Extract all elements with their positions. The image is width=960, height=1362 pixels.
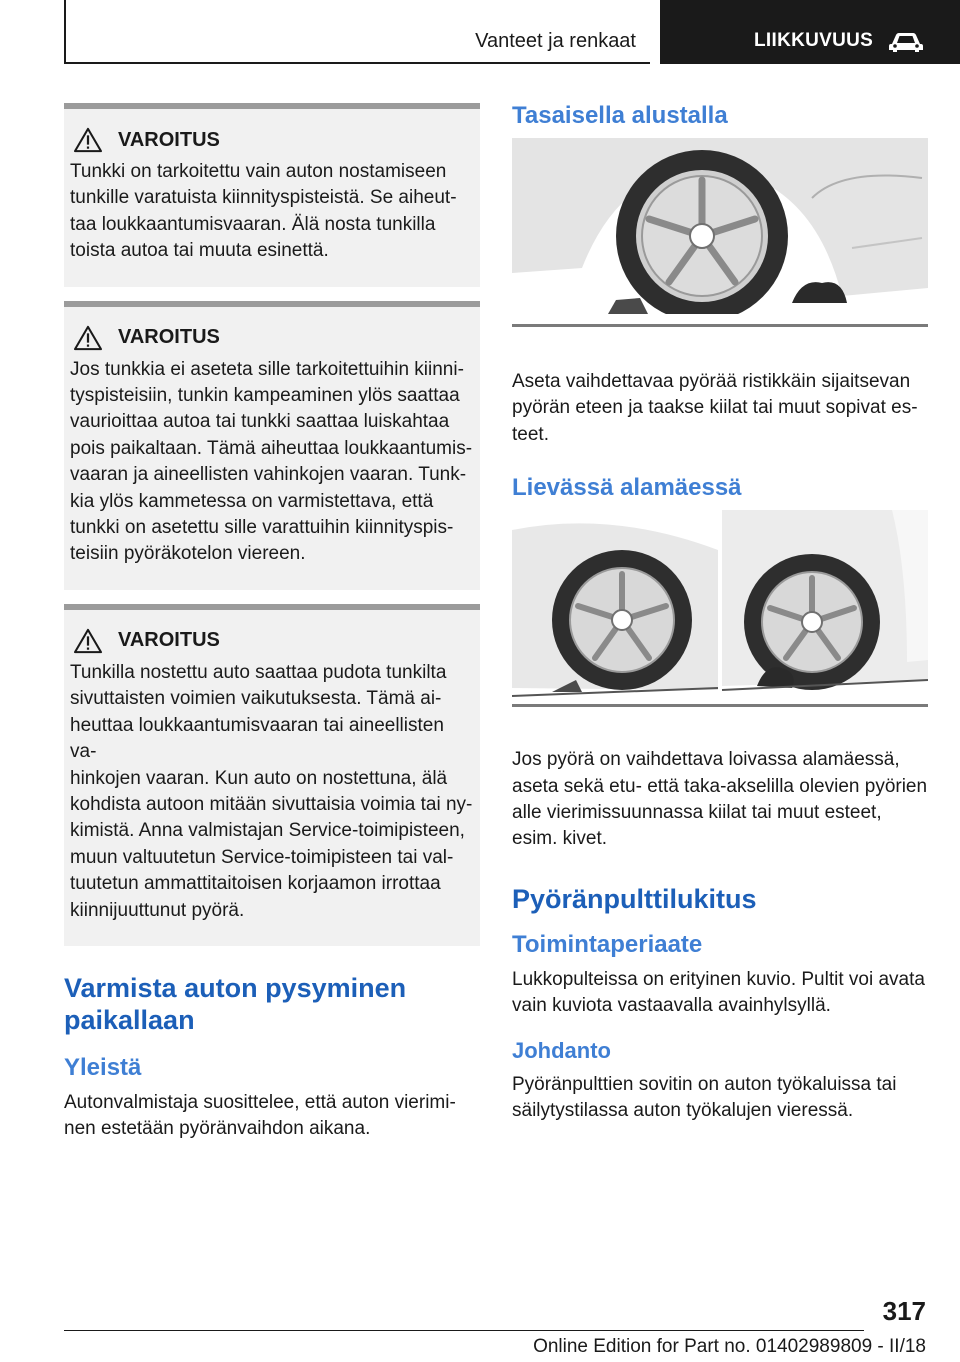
subsection-title: Yleistä xyxy=(64,1053,142,1081)
warning-line: heuttaa loukkaantumisvaaran tai aineellisten va- xyxy=(70,714,444,763)
warning-triangle-icon xyxy=(72,628,104,654)
footer-edition: Online Edition for Part no. 01402989809 - II/18 xyxy=(533,1336,926,1357)
warning-line: tyspisteisiin, tunkin kampeaminen ylös saattaa xyxy=(70,385,460,407)
body-line: Autonvalmistaja suosittelee, että auton vierimi- xyxy=(64,1091,456,1113)
warning-text xyxy=(70,357,474,568)
body-line: alle vierimissuunnassa kiilat tai muut esteet, xyxy=(512,802,882,824)
wheel-chock-slope-image xyxy=(512,510,928,704)
body-paragraph xyxy=(512,967,928,1020)
right-column xyxy=(512,100,928,1136)
section-title-line: paikallaan xyxy=(64,1004,195,1035)
subsection-title: Toimintaperiaate xyxy=(512,930,703,958)
warning-title: VAROITUS xyxy=(118,326,220,349)
warning-line: muun valtuutetun Service-toimipisteen tai val- xyxy=(70,846,454,868)
section-title: Pyöränpulttilukitus xyxy=(512,883,757,914)
warning-line: tunkki on asetettu sille varattuihin kiinnityspis- xyxy=(70,517,454,539)
header-chapter-box xyxy=(660,0,960,64)
warning-text xyxy=(70,159,474,265)
body-line: Lukkopulteissa on erityinen kuvio. Pultit voi avata xyxy=(512,968,925,990)
subsection-title: Lievässä alamäessä xyxy=(512,474,742,502)
left-column xyxy=(64,103,480,1155)
warning-line: tunkille varatuista kiinnityspisteistä. Se aiheut- xyxy=(70,187,457,209)
body-paragraph xyxy=(64,1090,480,1143)
body-line: teet. xyxy=(512,423,549,445)
body-paragraph xyxy=(512,369,928,448)
body-paragraph xyxy=(512,1072,928,1125)
warning-line: teisiin pyöräkotelon viereen. xyxy=(70,543,306,565)
warning-triangle-icon xyxy=(72,127,104,153)
warning-line: toista autoa tai muuta esinettä. xyxy=(70,240,329,262)
body-line: Pyöränpulttien sovitin on auton työkaluissa tai xyxy=(512,1073,897,1095)
body-paragraph xyxy=(512,747,928,853)
warning-line: taa loukkaantumisvaaran. Älä nosta tunkilla xyxy=(70,213,436,235)
warning-line: kia ylös kammetessa on varmistettava, että xyxy=(70,490,434,512)
warning-box xyxy=(64,301,480,590)
car-icon xyxy=(888,30,924,54)
warning-line: sivuttaisten voimien vaikutuksesta. Tämä ai- xyxy=(70,688,442,710)
body-line: nen estetään pyöränvaihdon aikana. xyxy=(64,1118,371,1140)
wheel-chock-flat-image xyxy=(512,138,928,324)
header-chapter-title: LIIKKUVUUS xyxy=(754,30,874,51)
header-section-box xyxy=(64,0,650,64)
warning-triangle-icon xyxy=(72,325,104,351)
footer-divider xyxy=(64,1330,864,1331)
body-line: esim. kivet. xyxy=(512,828,608,850)
body-line: säilytystilassa auton työkalujen vieressä. xyxy=(512,1100,854,1122)
page-number: 317 xyxy=(882,1296,926,1326)
warning-title: VAROITUS xyxy=(118,128,220,151)
body-line: aseta sekä etu- että taka-akselilla olevien pyörien xyxy=(512,775,928,797)
warning-line: kohdista autoon mitään sivuttaisia voimia tai ny- xyxy=(70,793,473,815)
warning-line: kiinnijuuttunut pyörä. xyxy=(70,899,245,921)
warning-title: VAROITUS xyxy=(118,629,220,652)
warning-line: hinkojen vaaran. Kun auto on nostettuna, älä xyxy=(70,767,448,789)
warning-line: Jos tunkkia ei aseteta sille tarkoitettuihin kiinni- xyxy=(70,358,464,380)
warning-text xyxy=(70,660,474,924)
subsection-title: Johdanto xyxy=(512,1037,611,1063)
body-line: pyörän eteen ja taakse kiilat tai muut sopivat es- xyxy=(512,397,918,419)
body-line: Jos pyörä on vaihdettava loivassa alamäessä, xyxy=(512,749,900,771)
warning-box xyxy=(64,604,480,946)
warning-line: vaurioittaa autoa tai tunkki saattaa luiskahtaa xyxy=(70,411,450,433)
warning-line: kimistä. Anna valmistajan Service-toimipisteen, xyxy=(70,820,465,842)
header-section-title: Vanteet ja renkaat xyxy=(475,30,636,52)
warning-line: pois paikaltaan. Tämä aiheuttaa loukkaantumis- xyxy=(70,437,473,459)
section-title xyxy=(64,972,480,1036)
slope-illustration xyxy=(512,510,928,707)
body-line: vain kuviota vastaavalla avainhylsyllä. xyxy=(512,995,831,1017)
warning-box xyxy=(64,103,480,287)
subsection-title: Tasaisella alustalla xyxy=(512,102,728,129)
warning-line: vaaran ja aineellisten vahinkojen vaaran. Tunk- xyxy=(70,464,467,486)
warning-line: Tunkilla nostettu auto saattaa pudota tunkilta xyxy=(70,661,447,683)
body-line: Aseta vaihdettavaa pyörää ristikkäin sijaitsevan xyxy=(512,371,911,392)
warning-line: Tunkki on tarkoitettu vain auton nostamiseen xyxy=(70,161,447,182)
section-title-line: Varmista auton pysyminen xyxy=(64,972,407,1003)
warning-line: tuutetun ammattitaitoisen korjaamon irrottaa xyxy=(70,873,441,895)
flat-ground-illustration xyxy=(512,138,928,327)
